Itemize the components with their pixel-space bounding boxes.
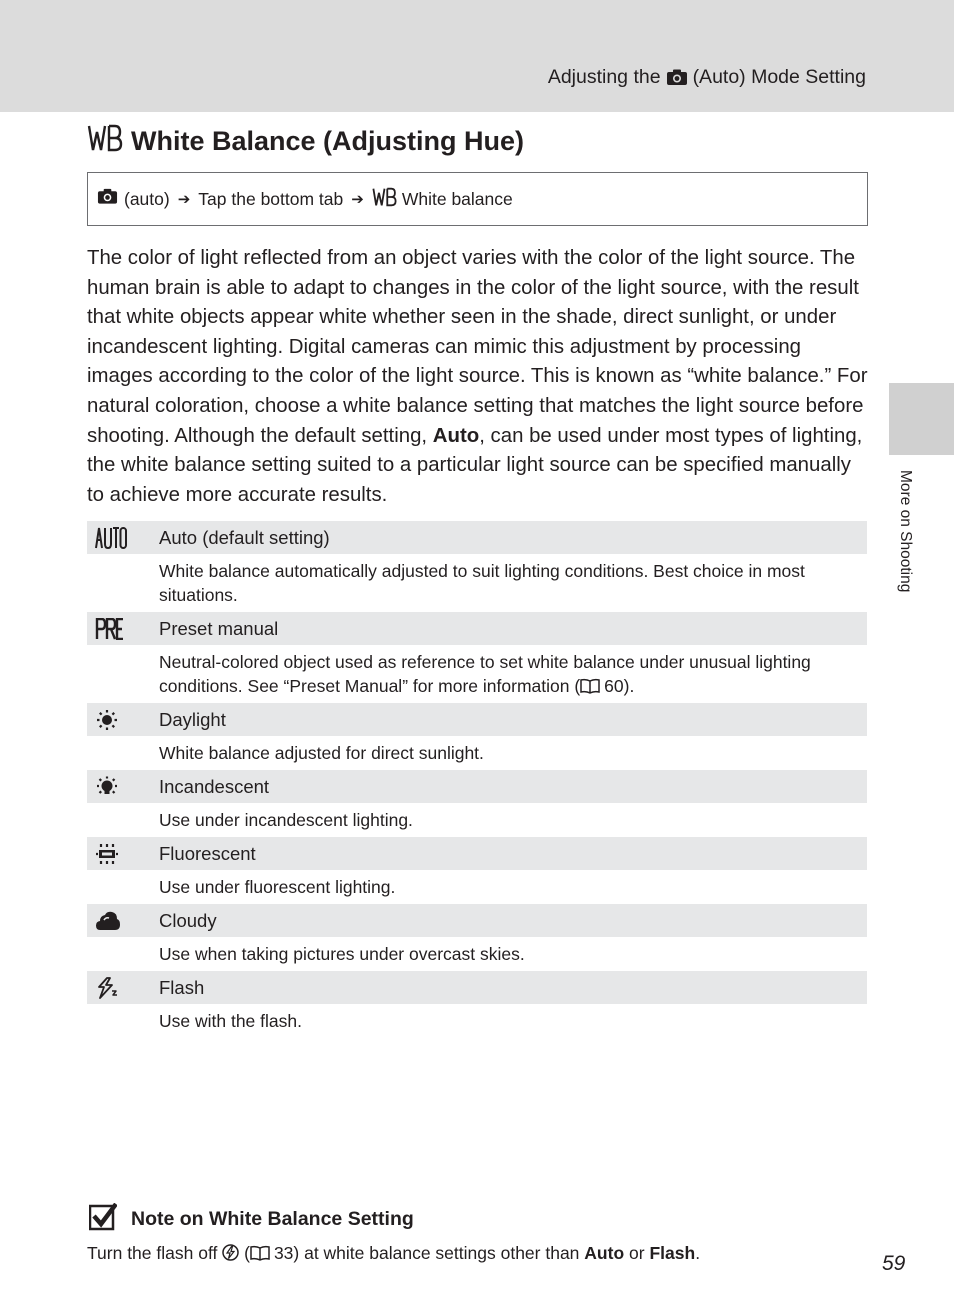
setting-label: Daylight <box>159 708 226 730</box>
setting-label: Incandescent <box>159 775 270 797</box>
page-number: 59 <box>882 1252 906 1275</box>
setting-desc: Use under fluorescent lighting. <box>159 877 396 897</box>
flash-off-icon <box>222 1243 239 1267</box>
bulb-icon <box>95 776 125 798</box>
header-prefix: Adjusting the <box>547 66 661 88</box>
setting-label: Flash <box>159 976 205 998</box>
note-text-part: 33) at white balance settings other than <box>273 1243 580 1263</box>
note-text-part: . <box>695 1243 701 1263</box>
setting-desc: Use under incandescent lighting. <box>159 810 413 830</box>
setting-row-preset <box>87 612 867 645</box>
header-suffix: (Auto) Mode Setting <box>692 66 866 88</box>
section-tab-label: More on Shooting <box>897 470 914 593</box>
setting-desc: White balance adjusted for direct sunlight. <box>159 743 484 763</box>
white-balance-icon <box>372 187 397 212</box>
note-title: Note on White Balance Setting <box>131 1208 414 1230</box>
white-balance-icon <box>87 124 123 159</box>
setting-desc: Use with the flash. <box>159 1011 302 1031</box>
note-bold-flash: Flash <box>649 1243 696 1263</box>
section-tab <box>889 383 954 455</box>
setting-row-auto <box>87 521 867 554</box>
camera-icon <box>97 188 118 210</box>
header-band <box>0 0 954 112</box>
note-text-part: or <box>629 1243 645 1263</box>
intro-text-end: , can be used under most types of lighting, the white balance setting suited to a particular light source can be specified manually to achieve more accurate results. <box>87 424 863 506</box>
flash-icon <box>95 977 125 999</box>
arrow-right-icon: ➔ <box>177 191 191 208</box>
setting-row-incandescent <box>87 770 867 803</box>
setting-desc-text: Neutral-colored object used as reference to set white balance under unusual lighting conditions. See “Preset Manual” for more information ( <box>159 652 811 696</box>
sun-icon <box>95 709 125 731</box>
running-header <box>548 66 866 89</box>
note-text-part: Turn the flash off <box>87 1243 218 1263</box>
setting-label: Fluorescent <box>159 842 256 864</box>
setting-row-flash <box>87 971 867 1004</box>
cloud-icon <box>95 910 125 932</box>
setting-row-daylight <box>87 703 867 736</box>
setting-label: Auto (default setting) <box>159 526 330 548</box>
menu-path-box <box>87 172 868 226</box>
checkmark-icon <box>89 1203 117 1236</box>
note-bold-auto: Auto <box>584 1243 625 1263</box>
camera-icon <box>666 69 688 86</box>
setting-desc: Use when taking pictures under overcast skies. <box>159 944 525 964</box>
menu-path-mode: (auto) <box>124 188 170 209</box>
page-reference: 60). <box>604 676 635 696</box>
page-title <box>87 124 524 159</box>
settings-table <box>87 521 867 1038</box>
book-icon <box>580 676 600 700</box>
note-text: Turn the flash off ( 33) at white balance settings other than Auto or Flash. <box>87 1243 700 1267</box>
setting-desc <box>87 645 867 703</box>
intro-bold-auto: Auto <box>432 424 480 447</box>
setting-label: Preset manual <box>159 617 279 639</box>
setting-label: Cloudy <box>159 909 217 931</box>
pre-icon <box>95 618 125 640</box>
fluorescent-icon <box>95 843 125 865</box>
menu-path-step: Tap the bottom tab <box>198 188 344 209</box>
page-title-text: White Balance (Adjusting Hue) <box>131 126 525 156</box>
intro-text: The color of light reflected from an object varies with the color of the light source. The human brain is able to adapt to changes in the color of the light source, with the result that white objects appear white whether seen in the shade, direct sunlight, or under incandescent lighting. Digital cameras can mimic this adjustment by processing images according to the color of the light source. This is known as “white balance.” For natural coloration, choose a white balance setting that matches the light source before shooting. Although the default setting, <box>87 247 868 447</box>
intro-paragraph <box>87 244 869 510</box>
book-icon <box>250 1245 270 1266</box>
arrow-right-icon: ➔ <box>351 191 364 208</box>
setting-desc: White balance automatically adjusted to suit lighting conditions. Best choice in most situations. <box>159 561 805 605</box>
note-heading <box>89 1203 414 1236</box>
setting-row-fluorescent <box>87 837 867 870</box>
setting-row-cloudy <box>87 904 867 937</box>
menu-path-item: White balance <box>401 188 513 209</box>
auto-icon <box>95 527 125 549</box>
